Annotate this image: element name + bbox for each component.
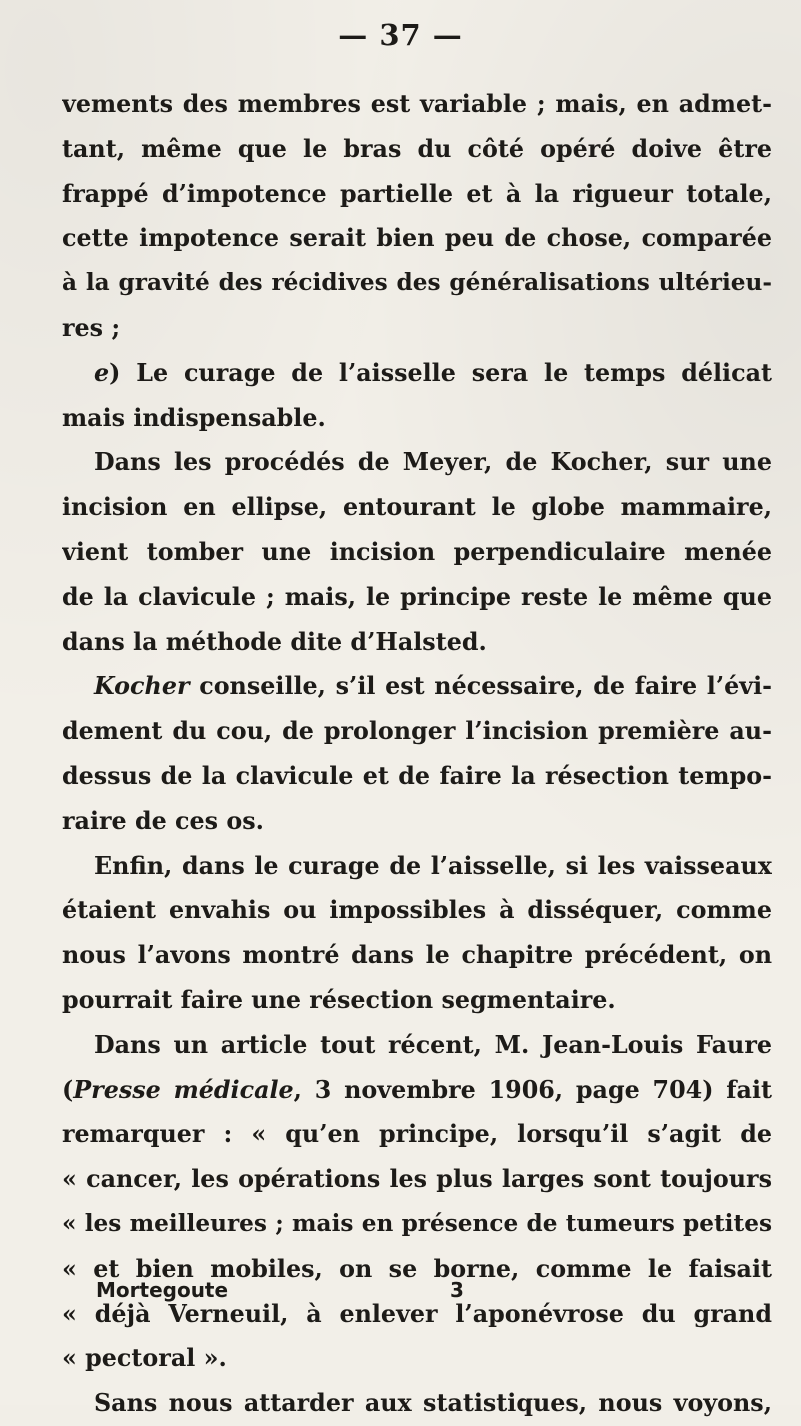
text-line: (Presse médicale, 3 novembre 1906, page 704) fait [62,1075,772,1104]
text-line: de la clavicule ; mais, le principe reste le même que [62,582,772,611]
footer-sheet-number: 3 [450,1278,464,1302]
page-footer [96,1278,696,1310]
text-line: remarquer : « qu’en principe, lorsqu’il s’agit de [62,1120,772,1149]
text-line: « cancer, les opérations les plus larges sont toujours [62,1165,772,1194]
text-line: vient tomber une incision perpendiculaire menée [62,537,772,566]
text-line: vements des membres est variable ; mais, en admet- [62,90,772,118]
text-line: « déjà Verneuil, à enlever l’aponévrose du grand [62,1299,772,1328]
text-line: cette impotence serait bien peu de chose, comparée [62,224,772,253]
text-line: pourrait faire une résection segmentaire. [62,985,616,1014]
text-line: dessus de la clavicule et de faire la résection tempo- [62,761,772,790]
body-text [62,82,772,1426]
text-line: dans la méthode dite d’Halsted. [62,627,487,656]
text-line: Kocher conseille, s’il est nécessaire, de faire l’évi- [94,672,772,701]
text-line: incision en ellipse, entourant le globe mammaire, [62,493,772,522]
text-line: frappé d’impotence partielle et à la rigueur totale, [62,179,772,208]
text-line: nous l’avons montré dans le chapitre précédent, on [62,941,772,970]
text-line: dement du cou, de prolonger l’incision première au- [62,717,772,746]
text-line: Sans nous attarder aux statistiques, nous voyons, [94,1389,772,1418]
text-line: « les meilleures ; mais en présence de tumeurs petites [62,1209,772,1237]
page-number: — 37 — [338,18,463,52]
text-line: « et bien mobiles, on se borne, comme le faisait [62,1254,772,1283]
text-line: « pectoral ». [62,1344,227,1373]
text-line: étaient envahis ou impossibles à disséquer, comme [62,896,772,925]
text-line: e) Le curage de l’aisselle sera le temps délicat [94,358,772,387]
text-line: res ; [62,313,121,342]
text-line: à la gravité des récidives des généralisations ultérieu- [62,269,772,297]
footer-signature: Mortegoute [96,1278,229,1302]
text-line: raire de ces os. [62,806,264,835]
text-line: tant, même que le bras du côté opéré doive être [62,134,772,163]
text-line: Dans un article tout récent, M. Jean-Louis Faure [94,1030,772,1059]
text-line: Enfin, dans le curage de l’aisselle, si les vaisseaux [94,851,772,880]
text-line: Dans les procédés de Meyer, de Kocher, sur une [94,448,772,477]
text-line: mais indispensable. [62,403,326,432]
